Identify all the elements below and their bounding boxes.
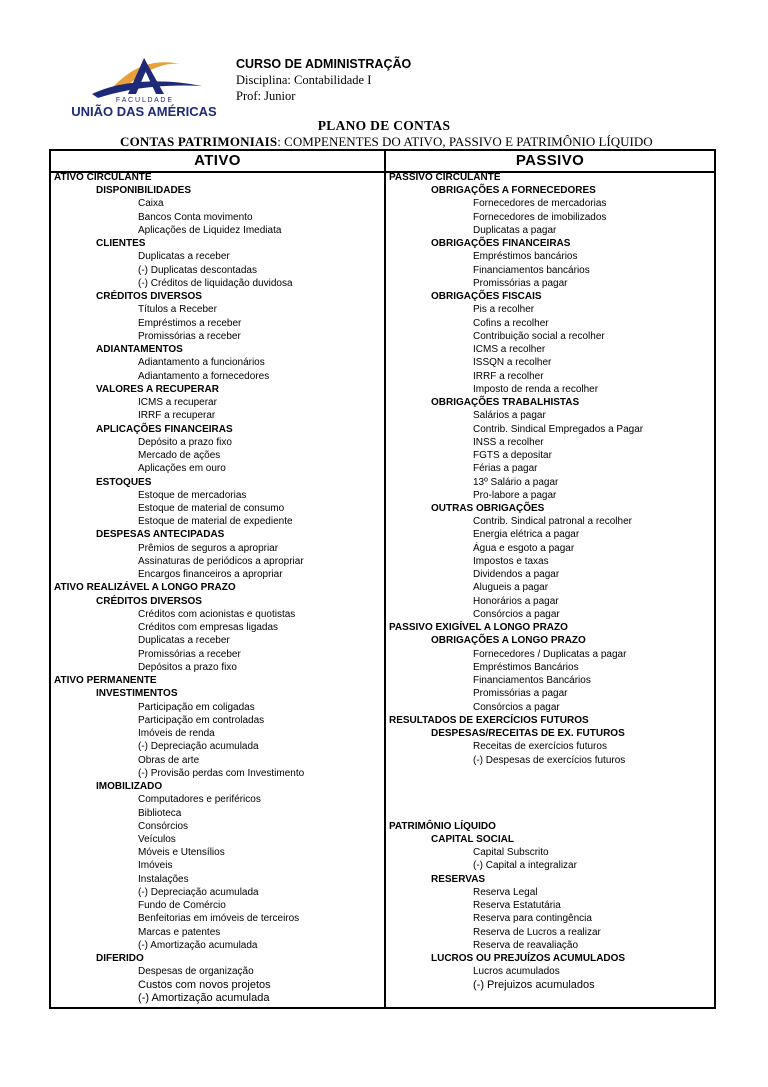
account-item: (-) Amortização acumulada [138, 991, 270, 1004]
account-item: ISSQN a recolher [473, 357, 552, 369]
account-item: IRRF a recolher [473, 370, 544, 382]
account-item: Impostos e taxas [473, 555, 549, 567]
account-item: (-) Amortização acumulada [138, 939, 258, 951]
account-item: Depósito a prazo fixo [138, 436, 232, 448]
account-item: Títulos a Receber [138, 304, 217, 316]
account-item: (-) Capital a integralizar [473, 860, 577, 872]
account-item: Honorários a pagar [473, 595, 559, 607]
account-item: (-) Prejuizos acumulados [473, 978, 595, 991]
account-item: Água e esgoto a pagar [473, 542, 575, 554]
account-item: (-) Créditos de liquidação duvidosa [138, 277, 293, 289]
account-subgroup: LUCROS OU PREJUÍZOS ACUMULADOS [431, 953, 626, 965]
course-name: CURSO DE ADMINISTRAÇÃO [236, 57, 412, 71]
account-subgroup: CLIENTES [96, 238, 146, 250]
account-item: (-) Depreciação acumulada [138, 741, 259, 753]
account-item: Estoque de material de consumo [138, 503, 285, 514]
account-subgroup: OBRIGAÇÕES A FORNECEDORES [431, 185, 596, 197]
account-item: Promissórias a receber [138, 648, 241, 660]
account-group: ATIVO REALIZÁVEL A LONGO PRAZO [54, 582, 236, 594]
account-item: Bancos Conta movimento [138, 211, 253, 223]
account-item: Obras de arte [138, 754, 200, 766]
account-item: Capital Subscrito [473, 847, 549, 859]
account-item: Encargos financeiros a apropriar [138, 569, 283, 581]
account-item: Promissórias a receber [138, 330, 241, 342]
account-item: Contrib. Sindical patronal a recolher [473, 516, 632, 528]
account-item: Imóveis de renda [138, 728, 215, 740]
account-item: Dividendos a pagar [473, 569, 560, 581]
account-subgroup: OUTRAS OBRIGAÇÕES [431, 503, 545, 514]
account-subgroup: DIFERIDO [96, 953, 144, 965]
account-item: Custos com novos projetos [138, 978, 271, 991]
account-item: Duplicatas a pagar [473, 224, 557, 236]
account-item: Adiantamento a funcionários [138, 357, 265, 369]
account-item: Fornecedores / Duplicatas a pagar [473, 648, 627, 660]
account-item: Lucros acumulados [473, 966, 560, 978]
table-header [51, 151, 714, 173]
logo-text-top: F A C U L D A D E [115, 97, 173, 104]
account-item: Fornecedores de imobilizados [473, 211, 607, 223]
account-group: ATIVO PERMANENTE [54, 675, 157, 687]
account-item: Reserva de reavaliação [473, 939, 579, 951]
account-item: Fornecedores de mercadorias [473, 198, 607, 210]
discipline: Disciplina: Contabilidade I [236, 73, 372, 87]
account-item: Consórcios [138, 820, 189, 832]
account-subgroup: OBRIGAÇÕES TRABALHISTAS [431, 397, 580, 409]
account-item: Créditos com empresas ligadas [138, 622, 279, 634]
account-item: Contribuição social a recolher [473, 330, 605, 342]
account-item: ICMS a recolher [473, 344, 546, 356]
account-item: Reserva Estatutária [473, 900, 561, 912]
account-item: Benfeitorias em imóveis de terceiros [138, 913, 300, 925]
account-subgroup: VALORES A RECUPERAR [96, 383, 219, 395]
account-item: Instalações [138, 873, 189, 885]
account-item: Empréstimos bancários [473, 251, 578, 263]
account-subgroup: DISPONIBILIDADES [96, 185, 192, 197]
account-item: Alugueis a pagar [473, 582, 549, 594]
subtitle-bold: CONTAS PATRIMONIAIS [120, 134, 278, 149]
account-subgroup: APLICAÇÕES FINANCEIRAS [96, 423, 233, 435]
page-title: PLANO DE CONTAS [317, 118, 451, 133]
account-group: PASSIVO EXIGÍVEL A LONGO PRAZO [389, 622, 568, 634]
account-subgroup: ADIANTAMENTOS [96, 344, 183, 356]
account-item: Promissórias a pagar [473, 277, 568, 289]
account-item: Financiamentos bancários [473, 264, 590, 276]
account-item: Reserva de Lucros a realizar [473, 926, 601, 938]
account-subgroup: OBRIGAÇÕES FINANCEIRAS [431, 238, 571, 250]
account-item: Salários a pagar [473, 410, 546, 422]
account-item: Cofins a recolher [473, 317, 549, 329]
account-item: Caixa [138, 198, 164, 210]
account-item: Estoque de mercadorias [138, 489, 247, 501]
faculty-logo [52, 50, 232, 122]
account-item: Marcas e patentes [138, 926, 221, 938]
document-header [236, 56, 411, 104]
account-group: PASSIVO CIRCULANTE [389, 172, 501, 183]
account-item: Reserva Legal [473, 886, 538, 898]
account-item: Empréstimos Bancários [473, 661, 579, 673]
account-subgroup: RESERVAS [431, 873, 486, 885]
account-item: Consórcios a pagar [473, 608, 560, 620]
account-item: Participação em coligadas [138, 701, 255, 713]
account-item: Assinaturas de periódicos a apropriar [138, 555, 304, 567]
account-subgroup: OBRIGAÇÕES FISCAIS [431, 291, 542, 303]
account-item: IRRF a recuperar [138, 410, 216, 422]
account-item: Promissórias a pagar [473, 688, 568, 700]
account-subgroup: DESPESAS ANTECIPADAS [96, 529, 225, 541]
account-item: Imposto de renda a recolher [473, 383, 599, 395]
account-group: ATIVO CIRCULANTE [54, 172, 152, 183]
account-item: (-) Duplicatas descontadas [138, 264, 257, 276]
account-item: (-) Despesas de exercícios futuros [473, 754, 626, 766]
column-divider [384, 151, 386, 1007]
account-subgroup: DESPESAS/RECEITAS DE EX. FUTUROS [431, 728, 625, 740]
account-item: Imóveis [138, 860, 173, 872]
account-item: (-) Provisão perdas com Investimento [138, 767, 305, 779]
account-item: Receitas de exercícios futuros [473, 741, 607, 753]
account-item: Duplicatas a receber [138, 635, 230, 647]
account-item: Mercado de ações [138, 450, 221, 462]
account-item: Estoque de material de expediente [138, 516, 293, 528]
account-item: Adiantamento a fornecedores [138, 370, 270, 382]
account-subgroup: OBRIGAÇÕES A LONGO PRAZO [431, 635, 586, 647]
account-item: Duplicatas a receber [138, 251, 230, 263]
account-item: Contrib. Sindical Empregados a Pagar [473, 423, 644, 435]
account-item: Depósitos a prazo fixo [138, 661, 237, 673]
accounts-table [49, 149, 716, 1009]
account-item: Créditos com acionistas e quotistas [138, 608, 296, 620]
account-item: Empréstimos a receber [138, 317, 242, 329]
account-item: Aplicações em ouro [138, 463, 226, 475]
account-item: Fundo de Comércio [138, 900, 226, 912]
ativo-header: ATIVO [194, 152, 241, 169]
account-item: Pro-labore a pagar [473, 489, 557, 501]
account-item: ICMS a recuperar [138, 397, 217, 409]
account-item: Consórcios a pagar [473, 701, 560, 713]
logo-text-bottom: UNIÃO DAS AMÉRICAS [71, 104, 217, 119]
account-item: Despesas de organização [138, 966, 254, 978]
account-item: Prêmios de seguros a apropriar [138, 542, 279, 554]
page-subtitle [120, 134, 653, 150]
account-item: Financiamentos Bancários [473, 675, 591, 687]
account-item: Móveis e Utensílios [138, 847, 225, 859]
passivo-header: PASSIVO [515, 152, 585, 169]
logo-swoosh-navy [92, 81, 202, 98]
account-subgroup: INVESTIMENTOS [96, 688, 178, 700]
account-subgroup: CRÉDITOS DIVERSOS [96, 291, 202, 303]
account-subgroup: CRÉDITOS DIVERSOS [96, 595, 202, 607]
account-item: Aplicações de Liquidez Imediata [138, 224, 282, 236]
account-group: PATRIMÔNIO LÍQUIDO [389, 820, 496, 832]
account-item: FGTS a depositar [473, 450, 552, 462]
account-item: Veículos [138, 834, 176, 845]
account-item: Reserva para contingência [473, 913, 592, 925]
account-item: Participação em controladas [138, 714, 265, 726]
account-item: Computadores e periféricos [138, 794, 261, 806]
account-subgroup: CAPITAL SOCIAL [431, 834, 514, 845]
professor: Prof: Junior [236, 89, 296, 103]
account-subgroup: IMOBILIZADO [96, 781, 163, 793]
account-item: 13º Salário a pagar [473, 476, 559, 488]
account-item: Pis a recolher [473, 304, 535, 316]
subtitle-rest: : COMPENENTES DO ATIVO, PASSIVO E PATRIMÔNIO LÍQUIDO [277, 134, 653, 149]
account-subgroup: ESTOQUES [96, 476, 152, 488]
account-group: RESULTADOS DE EXERCÍCIOS FUTUROS [389, 714, 589, 726]
account-item: INSS a recolher [473, 436, 544, 448]
account-item: Biblioteca [138, 807, 182, 819]
account-item: (-) Depreciação acumulada [138, 886, 259, 898]
account-item: Férias a pagar [473, 463, 538, 475]
account-item: Energia elétrica a pagar [473, 529, 580, 541]
